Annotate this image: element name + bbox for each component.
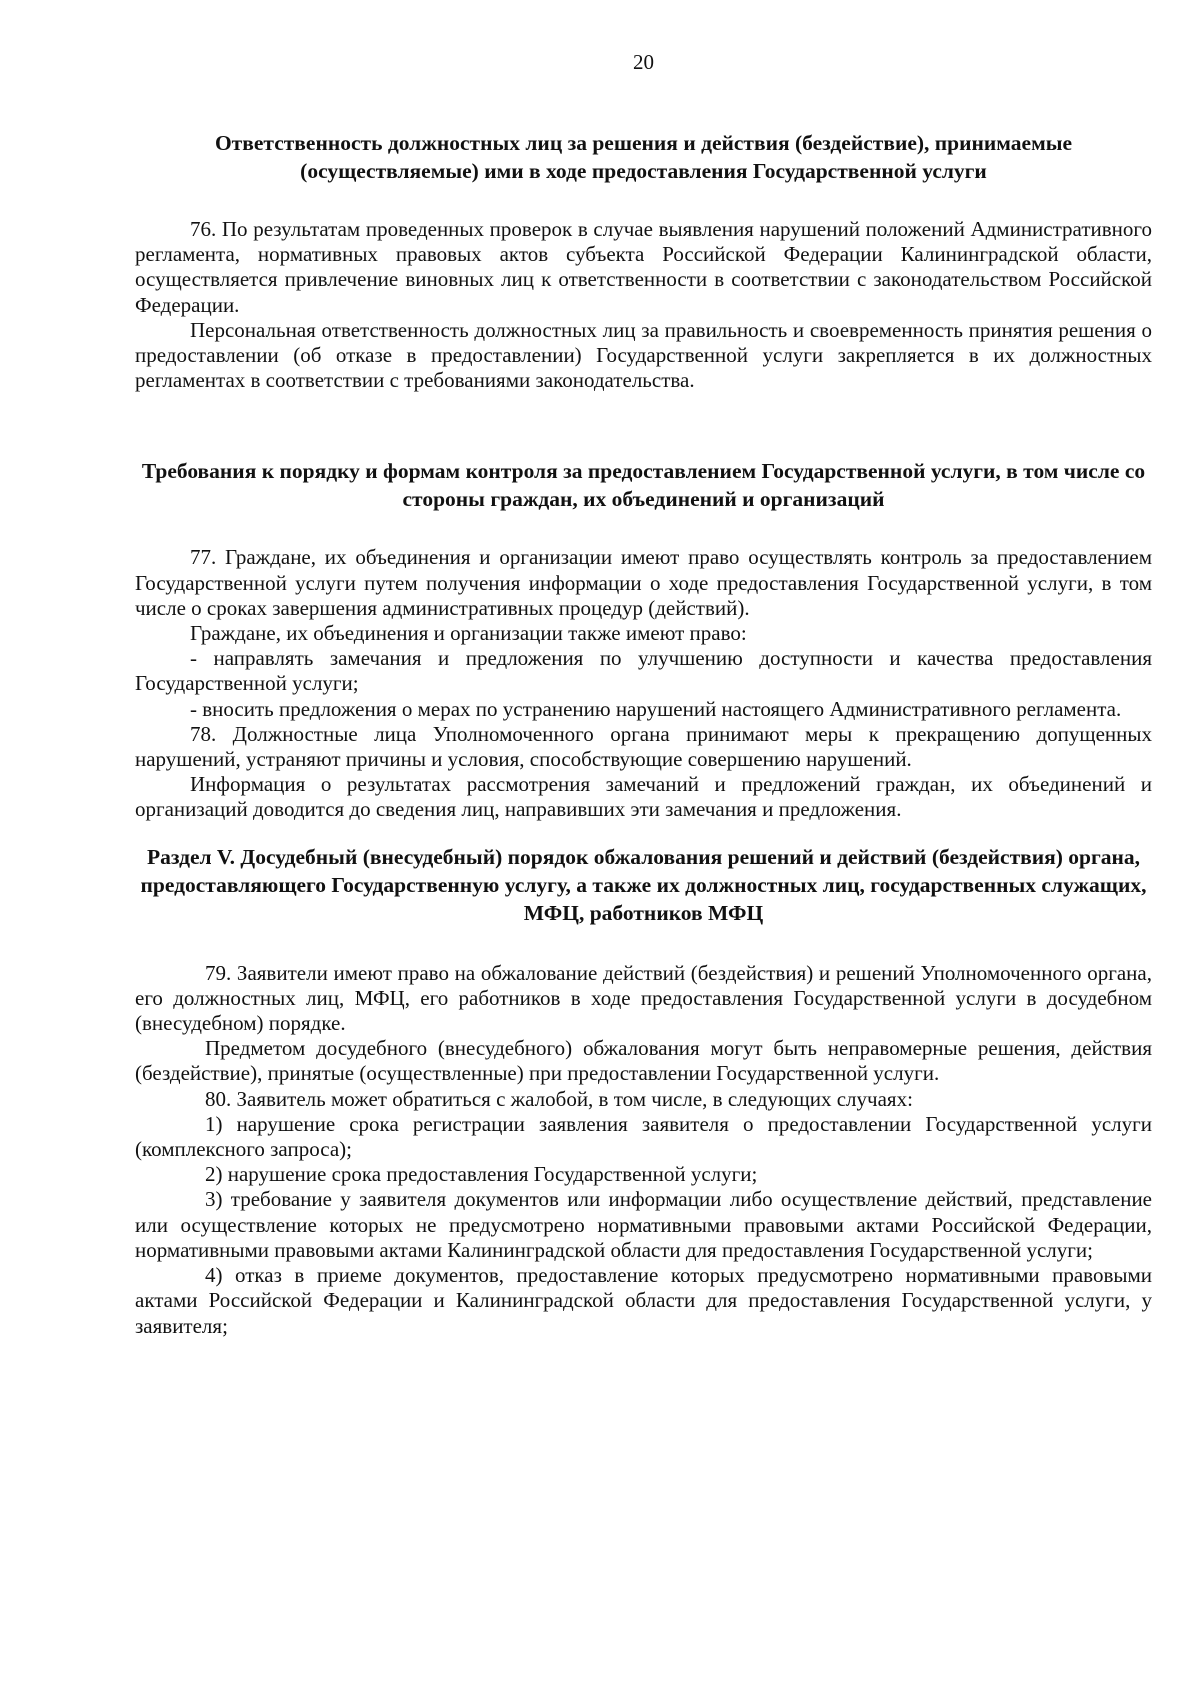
- section-heading-responsibility: Ответственность должностных лиц за решения и действия (бездействие), принимаемые (осуществляемые) ими в ходе предоставления Государственной услуги: [214, 131, 1073, 183]
- list-item-4: 4) отказ в приеме документов, предоставление которых предусмотрено нормативными правовыми актами Российской Федерации и Калининградской области для предоставления Государственной услуги, у заявителя;: [135, 1263, 1152, 1338]
- section-v-appeal: [135, 843, 1152, 1339]
- paragraph-citizens-rights: Граждане, их объединения и организации также имеют право:: [190, 621, 747, 646]
- page-number: 20: [633, 50, 654, 74]
- list-item-3: 3) требование у заявителя документов или информации либо осуществление действий, представление или осуществление которых не предусмотрено нормативными правовыми актами Российской Федерации, нормативными правовыми актами Калининградской области для предоставления Государственной услуги;: [135, 1187, 1152, 1262]
- paragraph-79: 79. Заявители имеют право на обжалование действий (бездействия) и решений Уполномоченного органа, его должностных лиц, МФЦ, его работников в ходе предоставления Государственной услуги в досудебном (внесудебном) порядке.: [135, 960, 1152, 1036]
- section-control-requirements: [135, 457, 1152, 822]
- paragraph-appeal-subject: Предметом досудебного (внесудебного) обжалования могут быть неправомерные решения, действия (бездействие), принятые (осуществленные) при предоставлении Государственной услуги.: [135, 1036, 1152, 1086]
- paragraph-send-remarks: - направлять замечания и предложения по улучшению доступности и качества предоставления Государственной услуги;: [135, 646, 1152, 696]
- paragraph-submit-proposals: - вносить предложения о мерах по устранению нарушений настоящего Административного регламента.: [190, 696, 1122, 721]
- section-heading-appeal: Раздел V. Досудебный (внесудебный) порядок обжалования решений и действий (бездействия) органа, предоставляющего Государственную услугу, а также их должностных лиц, государственных служащих, МФЦ, работников МФЦ: [140, 844, 1147, 925]
- paragraph-76: 76. По результатам проведенных проверок в случае выявления нарушений положений Административного регламента, нормативных правовых актов субъекта Российской Федерации Калининградской области, осуществляется привлечение виновных лиц к ответственности в соответствии с законодательством Российской Федерации.: [135, 217, 1152, 317]
- section-responsibility: [135, 129, 1152, 393]
- paragraph-77: 77. Граждане, их объединения и организации имеют право осуществлять контроль за предоставлением Государственной услуги путем получения информации о ходе предоставления Государственной услуги, в том числе о сроках завершения административных процедур (действий).: [135, 545, 1152, 620]
- paragraph-80: 80. Заявитель может обратиться с жалобой, в том числе, в следующих случаях:: [205, 1086, 913, 1111]
- list-item-1: 1) нарушение срока регистрации заявления заявителя о предоставлении Государственной услуги (комплексного запроса);: [135, 1111, 1152, 1162]
- list-item-2: 2) нарушение срока предоставления Государственной услуги;: [205, 1162, 758, 1187]
- paragraph-personal-responsibility: Персональная ответственность должностных лиц за правильность и своевременность принятия решения о предоставлении (об отказе в предоставлении) Государственной услуги закрепляется в их должностных регламентах в соответствии с требованиями законодательства.: [135, 317, 1152, 393]
- paragraph-78: 78. Должностные лица Уполномоченного органа принимают меры к прекращению допущенных нарушений, устраняют причины и условия, способствующие совершению нарушений.: [135, 721, 1152, 772]
- section-heading-control: Требования к порядку и формам контроля за предоставлением Государственной услуги, в том числе со стороны граждан, их объединений и организаций: [141, 459, 1146, 512]
- paragraph-review-information: Информация о результатах рассмотрения замечаний и предложений граждан, их объединений и организаций доводится до сведения лиц, направивших эти замечания и предложения.: [135, 772, 1152, 822]
